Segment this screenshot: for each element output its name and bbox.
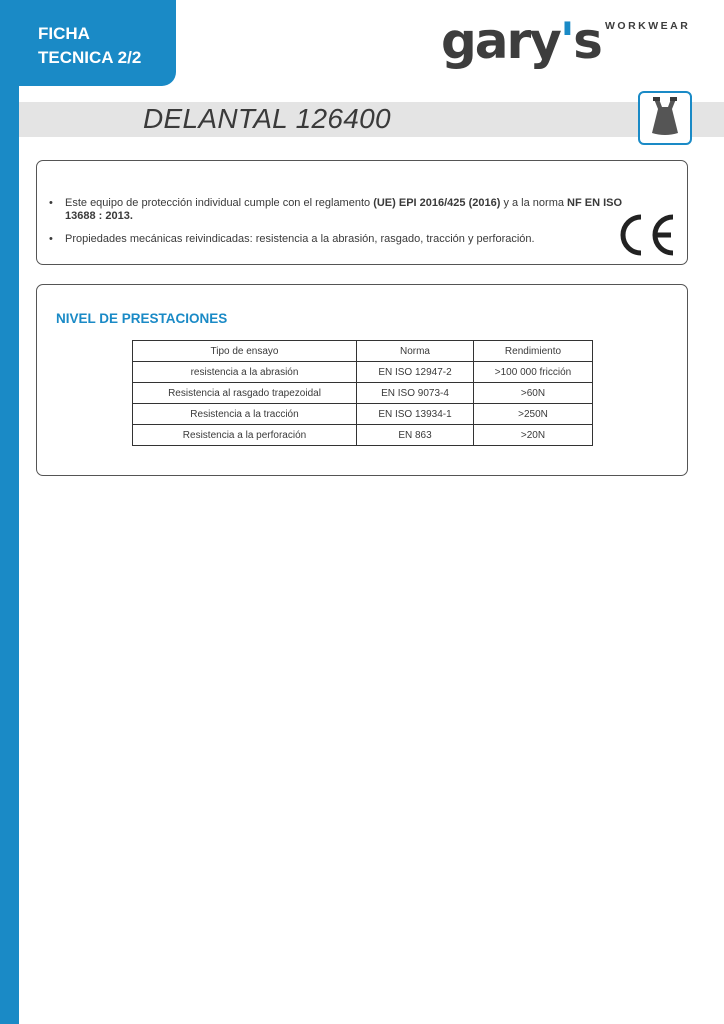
performance-box <box>36 284 688 476</box>
table-cell: >60N <box>474 383 593 404</box>
table-cell: Resistencia al rasgado trapezoidal <box>133 383 357 404</box>
column-header-standard: Norma <box>357 341 474 362</box>
table-cell: >250N <box>474 404 593 425</box>
logo-workwear: WORKWEAR <box>605 20 691 32</box>
ficha-label: FICHA <box>38 24 90 43</box>
table-cell: resistencia a la abrasión <box>133 362 357 383</box>
performance-table <box>132 340 593 446</box>
table-cell: EN ISO 12947-2 <box>357 362 474 383</box>
table-cell: EN ISO 13934-1 <box>357 404 474 425</box>
ce-mark-icon <box>615 211 677 259</box>
compliance-bullet-properties: • Propiedades mecánicas reivindicadas: resistencia a la abrasión, rasgado, tracción y perforación. <box>65 233 635 246</box>
column-header-result: Rendimiento <box>474 341 593 362</box>
ficha-page-label: TECNICA 2/2 <box>38 48 142 67</box>
table-header-row <box>133 341 593 362</box>
performance-title: NIVEL DE PRESTACIONES <box>56 311 228 326</box>
table-row <box>133 383 593 404</box>
compliance-box <box>36 160 688 265</box>
table-cell: Resistencia a la tracción <box>133 404 357 425</box>
table-cell: >20N <box>474 425 593 446</box>
logo-wordmark: gary's <box>441 12 601 70</box>
left-accent-strip <box>0 0 19 1024</box>
table-row <box>133 425 593 446</box>
table-row <box>133 362 593 383</box>
table-cell: EN ISO 9073-4 <box>357 383 474 404</box>
page-title: DELANTAL 126400 <box>143 103 391 134</box>
table-cell: >100 000 fricción <box>474 362 593 383</box>
apron-icon <box>638 91 692 145</box>
table-cell: EN 863 <box>357 425 474 446</box>
table-cell: Resistencia a la perforación <box>133 425 357 446</box>
compliance-list <box>65 197 635 256</box>
compliance-bullet-regulation: • Este equipo de protección individual cumple con el reglamento (UE) EPI 2016/425 (2016) y a la norma NF EN ISO 13688 : 2013. <box>65 197 635 223</box>
table-row <box>133 404 593 425</box>
column-header-test: Tipo de ensayo <box>133 341 357 362</box>
ficha-tecnica-tab <box>0 0 176 86</box>
garys-logo <box>441 14 701 74</box>
